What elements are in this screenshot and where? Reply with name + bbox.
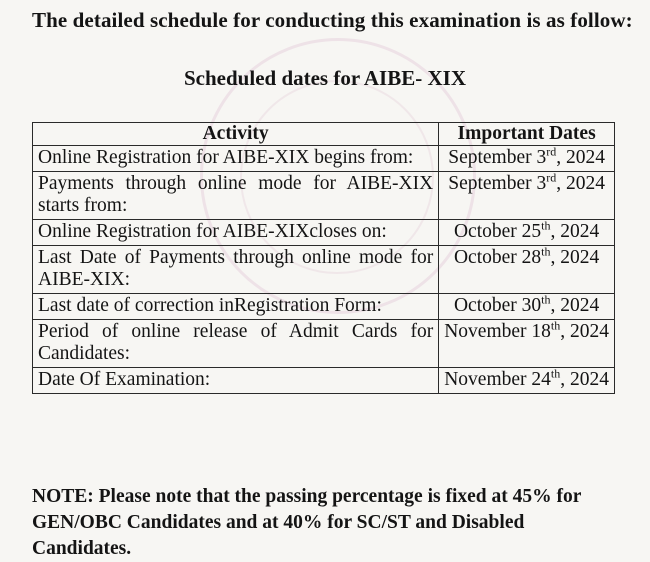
date-cell	[439, 172, 615, 220]
date-year: , 2024	[550, 295, 600, 316]
activity-cell: Date Of Examination:	[33, 368, 439, 394]
date-year: , 2024	[550, 247, 600, 268]
table-row	[33, 320, 615, 368]
activity-cell: Last date of correction inRegistration Form:	[33, 294, 439, 320]
table-row	[33, 146, 615, 172]
table-header-row	[33, 123, 615, 146]
activity-cell: Online Registration for AIBE-XIXcloses on:	[33, 220, 439, 246]
date-year: , 2024	[550, 221, 600, 242]
date-cell	[439, 146, 615, 172]
table-row	[33, 368, 615, 394]
table-row	[33, 172, 615, 220]
schedule-table	[32, 122, 615, 394]
date-main: November 24	[444, 369, 551, 390]
activity-cell: Last Date of Payments through online mode for AIBE-XIX:	[33, 246, 439, 294]
date-year: , 2024	[556, 173, 605, 194]
date-cell	[439, 220, 615, 246]
date-main: November 18	[444, 321, 551, 342]
activity-cell: Period of online release of Admit Cards for Candidates:	[33, 320, 439, 368]
table-row	[33, 220, 615, 246]
header-important-dates: Important Dates	[439, 123, 615, 146]
date-suffix: rd	[546, 144, 557, 159]
header-activity: Activity	[33, 123, 439, 146]
date-main: October 28	[453, 247, 542, 268]
date-suffix: th	[541, 218, 551, 233]
activity-cell: Online Registration for AIBE-XIX begins from:	[33, 146, 439, 172]
date-cell	[439, 320, 615, 368]
date-year: , 2024	[556, 147, 605, 168]
date-year: , 2024	[560, 369, 609, 390]
date-suffix: rd	[546, 170, 557, 185]
table-row	[33, 294, 615, 320]
date-main: October 25	[453, 221, 542, 242]
date-cell	[439, 294, 615, 320]
date-suffix: th	[541, 292, 551, 307]
date-main: October 30	[453, 295, 542, 316]
date-suffix: th	[541, 244, 551, 259]
note-text: NOTE: Please note that the passing percentage is fixed at 45% for GEN/OBC Candidates and at 40% for SC/ST and Disabled Candidates.	[32, 486, 582, 559]
date-cell	[439, 246, 615, 294]
date-suffix: th	[550, 366, 561, 381]
activity-cell: Payments through online mode for AIBE-XIX starts from:	[33, 172, 439, 220]
intro-text: The detailed schedule for conducting this examination is as follow:	[32, 8, 633, 32]
date-cell	[439, 368, 615, 394]
date-main: September 3	[448, 173, 547, 194]
date-suffix: th	[550, 318, 561, 333]
date-year: , 2024	[560, 321, 609, 342]
date-main: September 3	[448, 147, 547, 168]
schedule-title: Scheduled dates for AIBE- XIX	[184, 66, 466, 90]
table-row	[33, 246, 615, 294]
